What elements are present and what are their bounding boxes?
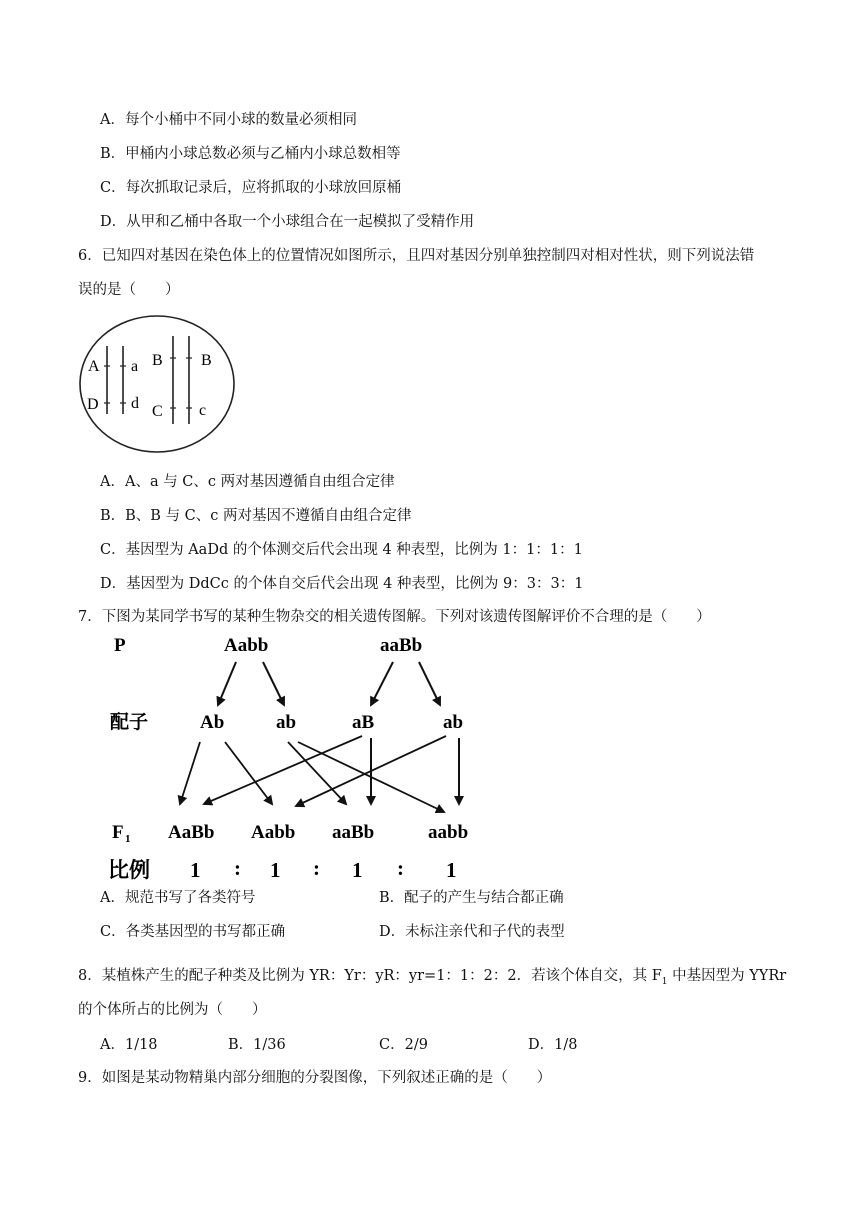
q8-option-c: C．2/9 bbox=[379, 1037, 428, 1053]
row-label-ratio: 比例 bbox=[108, 858, 150, 882]
q6-option-a: A．A、a 与 C、c 两对基因遵循自由组合定律 bbox=[100, 474, 395, 490]
q7-option-b: B．配子的产生与结合都正确 bbox=[379, 890, 564, 906]
gamete-ab-2: ab bbox=[443, 712, 464, 733]
q7-stem: 7．下图为某同学书写的某种生物杂交的相关遗传图解。下列对该遗传图解评价不合理的是（ ） bbox=[78, 609, 711, 625]
q6-option-b: B．B、B 与 C、c 两对基因不遵循自由组合定律 bbox=[100, 508, 412, 524]
parent-2-genotype: aaBb bbox=[380, 635, 423, 656]
ratio-value-2: 1 bbox=[270, 858, 281, 882]
gamete-Ab: Ab bbox=[200, 712, 225, 733]
q7-option-d: D．未标注亲代和子代的表型 bbox=[379, 924, 565, 940]
q9-stem: 9．如图是某动物精巢内部分细胞的分裂图像，下列叙述正确的是（ ） bbox=[78, 1070, 552, 1086]
q6-option-d: D．基因型为 DdCc 的个体自交后代会出现 4 种表型，比例为 9：3：3：1 bbox=[100, 576, 584, 592]
offspring-aabb: aabb bbox=[428, 822, 469, 843]
row-label-f1-subscript: 1 bbox=[125, 833, 131, 845]
parent-1-genotype: Aabb bbox=[224, 635, 269, 656]
ratio-colon-1: : bbox=[234, 856, 241, 880]
q8-stem-line1 bbox=[78, 966, 786, 992]
gene-label-B-left: B bbox=[152, 352, 163, 369]
q8-stem-part-b: 中基因型为 YYRr bbox=[667, 968, 787, 984]
q6-stem-line2: 误的是（ ） bbox=[78, 282, 180, 298]
ratio-value-1: 1 bbox=[190, 858, 201, 882]
offspring-Aabb: Aabb bbox=[251, 822, 296, 843]
q8-option-a: A．1/18 bbox=[100, 1037, 158, 1053]
gene-label-c: c bbox=[199, 402, 207, 419]
gene-label-A: A bbox=[88, 358, 100, 375]
gamete-aB: aB bbox=[352, 712, 375, 733]
q5-option-c: C．每次抓取记录后，应将抓取的小球放回原桶 bbox=[100, 180, 402, 196]
cell-outline bbox=[80, 316, 234, 452]
ratio-value-3: 1 bbox=[352, 858, 363, 882]
ratio-colon-2: : bbox=[313, 856, 320, 880]
ratio-value-4: 1 bbox=[446, 858, 457, 882]
chromosome-diagram bbox=[78, 314, 238, 454]
q8-stem-part-a: 8．某植株产生的配子种类及比例为 YR：Yr：yR：yr=1：1：2：2．若该个体自交，其 F bbox=[78, 968, 662, 984]
q7-option-c: C．各类基因型的书写都正确 bbox=[100, 924, 286, 940]
q8-option-d: D．1/8 bbox=[528, 1037, 578, 1053]
gene-label-a: a bbox=[131, 358, 139, 375]
q6-stem-line1: 6．已知四对基因在染色体上的位置情况如图所示，且四对基因分别单独控制四对相对性状，则下列说法错 bbox=[78, 248, 755, 264]
q8-stem-line2: 的个体所占的比例为（ ） bbox=[78, 1002, 267, 1018]
ratio-colon-3: : bbox=[397, 856, 404, 880]
offspring-aaBb: aaBb bbox=[332, 822, 375, 843]
q5-option-d: D．从甲和乙桶中各取一个小球组合在一起模拟了受精作用 bbox=[100, 214, 475, 230]
q5-option-a: A．每个小桶中不同小球的数量必须相同 bbox=[100, 112, 357, 128]
gene-label-D: D bbox=[87, 396, 99, 413]
gene-label-B-right: B bbox=[201, 352, 212, 369]
q6-option-c: C．基因型为 AaDd 的个体测交后代会出现 4 种表型，比例为 1：1：1：1 bbox=[100, 542, 583, 558]
inheritance-diagram bbox=[100, 628, 500, 884]
gene-label-C: C bbox=[152, 403, 163, 420]
gamete-ab-1: ab bbox=[276, 712, 297, 733]
q7-option-a: A．规范书写了各类符号 bbox=[100, 890, 256, 906]
gene-label-d: d bbox=[131, 395, 139, 412]
q8-option-b: B．1/36 bbox=[228, 1037, 286, 1053]
q5-option-b: B．甲桶内小球总数必须与乙桶内小球总数相等 bbox=[100, 146, 401, 162]
q8-stem-subscript: 1 bbox=[661, 976, 668, 987]
row-label-p: P bbox=[114, 635, 126, 656]
row-label-f1: F bbox=[112, 822, 124, 843]
offspring-AaBb: AaBb bbox=[168, 822, 215, 843]
row-label-gametes: 配子 bbox=[110, 712, 149, 733]
